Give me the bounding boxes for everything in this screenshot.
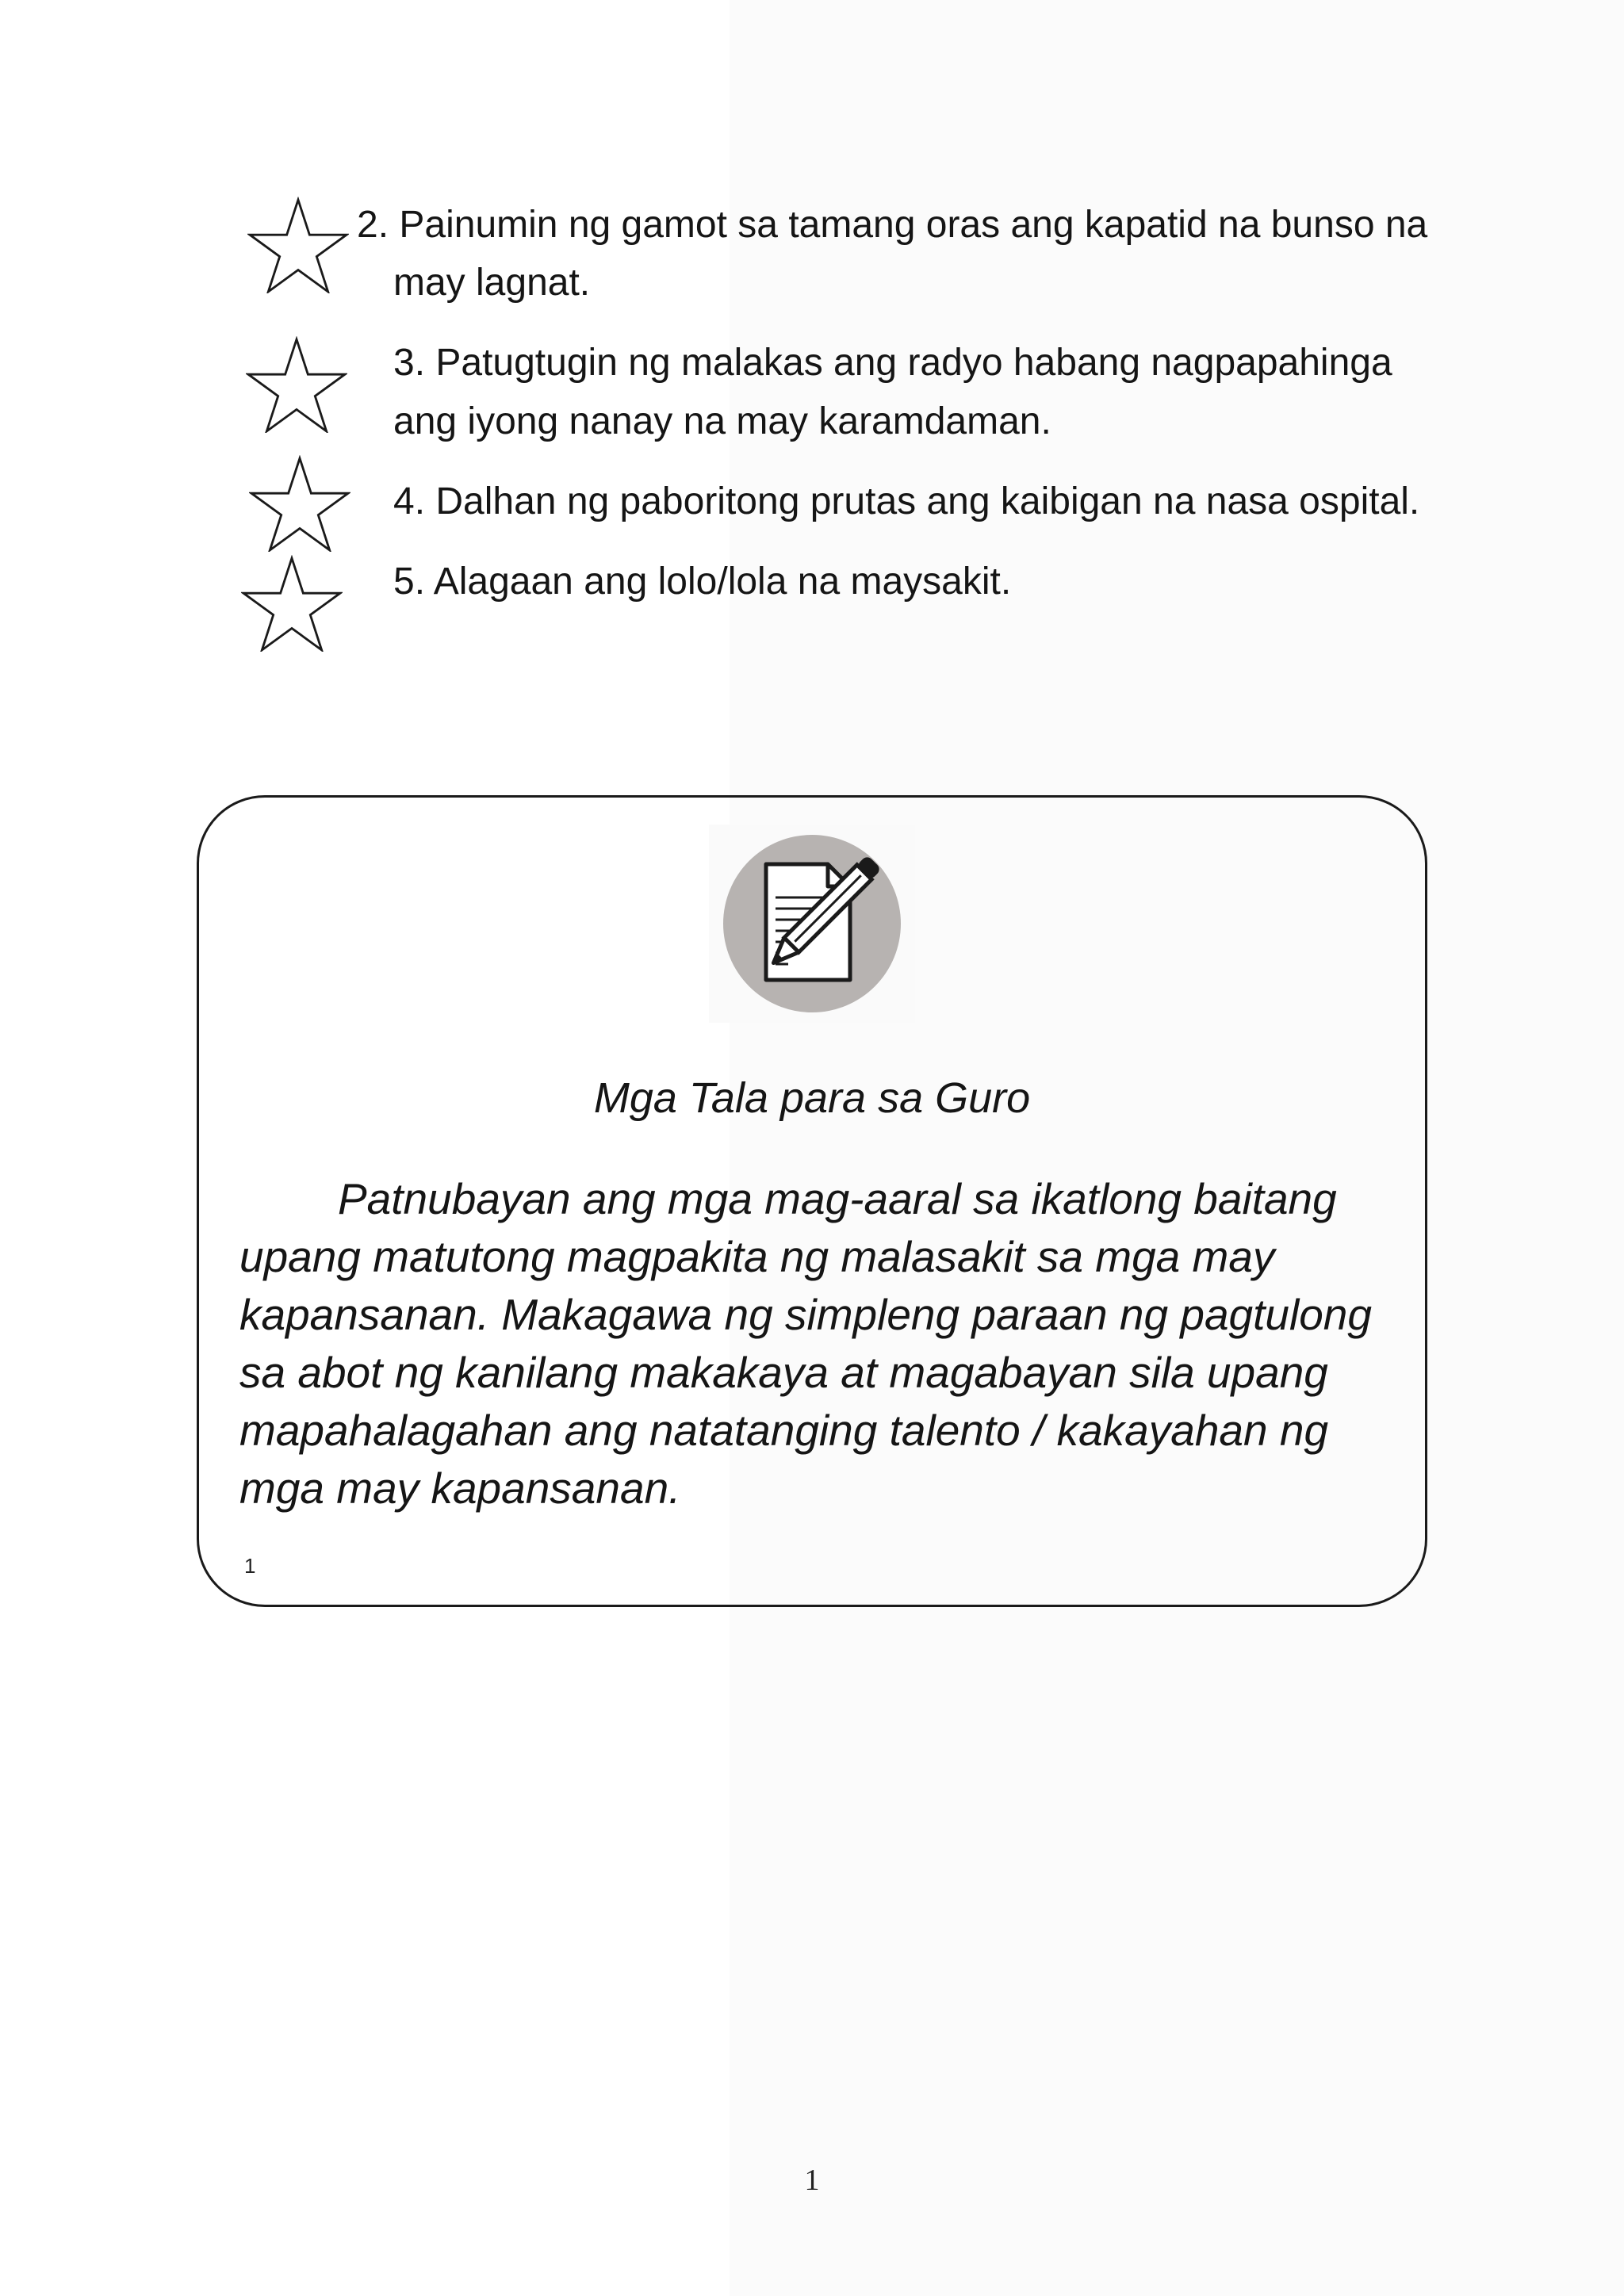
star-outline-icon[interactable] <box>246 336 347 433</box>
notes-body-line: mapahalagahan ang natatanging talento / kakayahan ng <box>239 1406 1329 1455</box>
page-number: 1 <box>804 2164 820 2197</box>
notes-body-line: mga may kapansanan. <box>239 1464 681 1513</box>
checklist-item-line: 5. Alagaan ang lolo/lola na maysakit. <box>393 561 1012 603</box>
star-outline-icon[interactable] <box>249 455 350 552</box>
notes-title: Mga Tala para sa Guro <box>593 1074 1031 1122</box>
stray-mark: 1 <box>244 1554 256 1578</box>
notes-body-line: upang matutong magpakita ng malasakit sa mga may <box>239 1232 1275 1281</box>
checklist-item-line: ang iyong nanay na may karamdaman. <box>393 400 1051 442</box>
notes-body-line: Patnubayan ang mga mag-aaral sa ikatlong baitang <box>338 1174 1337 1223</box>
star-outline-icon[interactable] <box>247 197 349 293</box>
notes-body-line: kapansanan. Makagawa ng simpleng paraan ng pagtulong <box>239 1290 1372 1339</box>
checklist-item-line: 2. Painumin ng gamot sa tamang oras ang kapatid na bunso na <box>357 204 1428 246</box>
document-pencil-icon <box>709 825 915 1023</box>
notes-body-line: sa abot ng kanilang makakaya at magabayan sila upang <box>239 1348 1328 1397</box>
star-outline-icon[interactable] <box>241 555 343 652</box>
checklist-item-line: 4. Dalhan ng paboritong prutas ang kaibigan na nasa ospital. <box>393 480 1420 522</box>
checklist-item-line: 3. Patugtugin ng malakas ang radyo habang nagpapahinga <box>393 342 1392 384</box>
checklist-item-line: may lagnat. <box>393 262 591 304</box>
notes-body <box>239 1170 1381 1517</box>
